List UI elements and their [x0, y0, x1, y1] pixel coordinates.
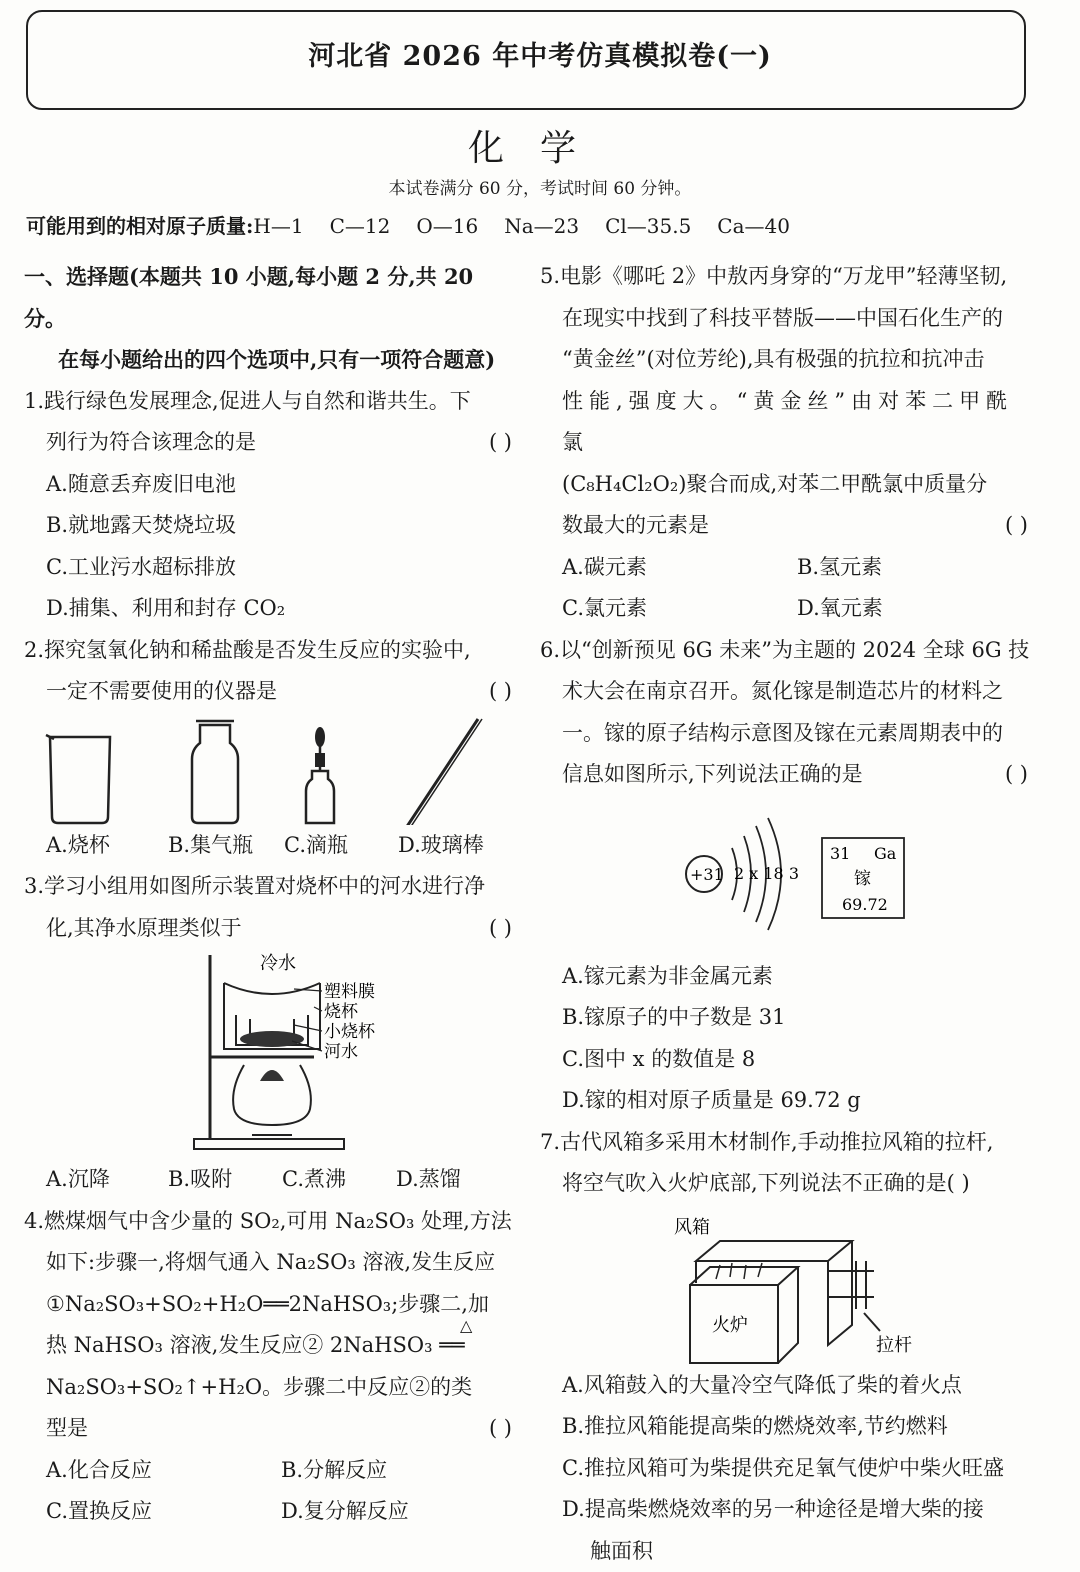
subject-title: 化学	[0, 120, 1080, 171]
mass-c: C—12	[330, 214, 391, 238]
q4-option-a: A.化合反应	[46, 1450, 281, 1492]
q4-options-row2	[24, 1491, 516, 1533]
q3-option-d: D.蒸馏	[396, 1159, 461, 1201]
mass-o: O—16	[416, 214, 478, 238]
q3-apparatus-figure	[24, 949, 516, 1159]
q4-option-d: D.复分解反应	[281, 1491, 516, 1533]
q3-option-a: A.沉降	[46, 1159, 168, 1201]
q3-option-b: B.吸附	[168, 1159, 282, 1201]
q2-option-a: A.烧杯	[46, 825, 168, 867]
q2-instruments-figure	[24, 713, 516, 825]
water-purification-apparatus	[24, 949, 516, 1159]
section-heading: 一、选择题(本题共 10 小题,每小题 2 分,共 20 分。	[24, 256, 516, 339]
q1-option-a: A.随意丢弃废旧电池	[24, 464, 516, 506]
label-cold-water: 冷水	[260, 953, 296, 974]
question-4-stem: 4.燃煤烟气中含少量的 SO₂,可用 Na₂SO₃ 处理,方法	[24, 1201, 516, 1243]
q6-option-c: C.图中 x 的数值是 8	[540, 1039, 1032, 1081]
cell-name: 镓	[854, 869, 871, 889]
question-6-stem-2: 术大会在南京召开。氮化镓是制造芯片的材料之	[540, 671, 1032, 713]
section-instruction: 在每小题给出的四个选项中,只有一项符合题意)	[24, 339, 516, 381]
mass-cl: Cl—35.5	[605, 214, 691, 238]
q3-options	[24, 1159, 516, 1201]
q2-option-b: B.集气瓶	[168, 825, 284, 867]
question-6-stem-4: 信息如图所示,下列说法正确的是 ( )	[540, 754, 1032, 796]
mass-ca: Ca—40	[717, 214, 790, 238]
q1-option-c: C.工业污水超标排放	[24, 547, 516, 589]
answer-bracket: ( )	[489, 1408, 512, 1450]
lab-instruments-illustration	[24, 713, 516, 825]
cell-symbol: Ga	[874, 844, 897, 863]
gallium-structure-illustration	[540, 796, 1032, 956]
question-5-stem-3: “黄金丝”(对位芳纶),具有极强的抗拉和抗冲击	[540, 339, 1032, 381]
bellows-furnace-illustration	[540, 1205, 1032, 1365]
q6-option-a: A.镓元素为非金属元素	[540, 956, 1032, 998]
q5-options-row1	[540, 547, 1032, 589]
q1-option-b: B.就地露天焚烧垃圾	[24, 505, 516, 547]
question-7-stem-2: 将空气吹入火炉底部,下列说法不正确的是( )	[540, 1163, 1032, 1205]
q5-options-row2	[540, 588, 1032, 630]
q4-option-b: B.分解反应	[281, 1450, 516, 1492]
left-column	[24, 256, 516, 1533]
question-5-stem-5: (C₈H₄Cl₂O₂)聚合而成,对苯二甲酰氯中质量分	[540, 464, 1032, 506]
question-6-stem: 6.以“创新预见 6G 未来”为主题的 2024 全球 6G 技	[540, 630, 1032, 672]
question-1-stem-2: 列行为符合该理念的是 ( )	[24, 422, 516, 464]
q7-option-b: B.推拉风箱能提高柴的燃烧效率,节约燃料	[540, 1406, 1032, 1448]
q5-option-c: C.氯元素	[562, 588, 797, 630]
nucleus-charge: +31	[690, 865, 724, 884]
question-6-stem-3: 一。镓的原子结构示意图及镓在元素周期表中的	[540, 713, 1032, 755]
q2-option-d: D.玻璃棒	[398, 825, 484, 867]
exam-title: 河北省 2026 年中考仿真模拟卷(一)	[0, 34, 1080, 73]
mass-h: H—1	[253, 214, 303, 238]
q3-option-c: C.煮沸	[282, 1159, 396, 1201]
cell-atomic-number: 31	[830, 844, 850, 863]
question-4-stem-4: 热 NaHSO₃ 溶液,发生反应② 2NaHSO₃ ══ △	[24, 1325, 516, 1367]
electron-shells: 2 x 18 3	[734, 864, 799, 883]
question-4-stem-5: Na₂SO₃+SO₂↑+H₂O。步骤二中反应②的类	[24, 1367, 516, 1409]
q7-bellows-figure	[540, 1205, 1032, 1365]
mass-na: Na—23	[504, 214, 579, 238]
exam-note: 本试卷满分 60 分，考试时间 60 分钟。	[0, 174, 1080, 199]
dropper-bottle-icon	[306, 771, 334, 823]
masses-label: 可能用到的相对原子质量:	[26, 214, 253, 238]
q5-option-a: A.碳元素	[562, 547, 797, 589]
question-3-stem: 3.学习小组用如图所示装置对烧杯中的河水进行净	[24, 866, 516, 908]
question-1-stem: 1.践行绿色发展理念,促进人与自然和谐共生。下	[24, 381, 516, 423]
answer-bracket: ( )	[489, 671, 512, 713]
question-5-stem-6: 数最大的元素是 ( )	[540, 505, 1032, 547]
q5-option-d: D.氧元素	[797, 588, 1032, 630]
gas-bottle-icon	[192, 725, 238, 823]
q6-gallium-figure	[540, 796, 1032, 956]
question-4-stem-6: 型是 ( )	[24, 1408, 516, 1450]
cell-mass: 69.72	[842, 895, 888, 914]
question-5-stem: 5.电影《哪吒 2》中敖丙身穿的“万龙甲”轻薄坚韧,	[540, 256, 1032, 298]
label-furnace: 火炉	[712, 1315, 748, 1336]
question-5-stem-2: 在现实中找到了科技平替版——中国石化生产的	[540, 298, 1032, 340]
q1-option-d: D.捕集、利用和封存 CO₂	[24, 588, 516, 630]
question-2-stem-2: 一定不需要使用的仪器是 ( )	[24, 671, 516, 713]
atomic-masses	[26, 210, 816, 239]
answer-bracket: ( )	[1005, 505, 1028, 547]
label-small-beaker: 小烧杯	[324, 1022, 376, 1042]
label-rod: 拉杆	[876, 1335, 912, 1356]
question-2-stem: 2.探究氢氧化钠和稀盐酸是否发生反应的实验中,	[24, 630, 516, 672]
q6-option-b: B.镓原子的中子数是 31	[540, 997, 1032, 1039]
label-beaker: 烧杯	[324, 1002, 359, 1022]
q5-option-b: B.氢元素	[797, 547, 1032, 589]
question-7-stem: 7.古代风箱多采用木材制作,手动推拉风箱的拉杆,	[540, 1122, 1032, 1164]
question-3-stem-2: 化,其净水原理类似于 ( )	[24, 908, 516, 950]
beaker-icon	[50, 737, 110, 823]
q7-option-d-cont: 触面积	[540, 1531, 1032, 1572]
answer-bracket: ( )	[1005, 754, 1028, 796]
heat-symbol: △	[460, 1305, 472, 1347]
q4-option-c: C.置换反应	[46, 1491, 281, 1533]
answer-bracket: ( )	[489, 908, 512, 950]
q4-options-row1	[24, 1450, 516, 1492]
q7-option-d: D.提高柴燃烧效率的另一种途径是增大柴的接	[540, 1489, 1032, 1531]
q6-option-d: D.镓的相对原子质量是 69.72 g	[540, 1080, 1032, 1122]
question-5-stem-4: 性能,强度大。“黄金丝”由对苯二甲酰氯	[540, 381, 1032, 464]
q2-option-c: C.滴瓶	[284, 825, 398, 867]
answer-bracket: ( )	[489, 422, 512, 464]
question-4-stem-3: ①Na₂SO₃+SO₂+H₂O══2NaHSO₃;步骤二,加	[24, 1284, 516, 1326]
q2-options	[24, 825, 516, 867]
question-4-stem-2: 如下:步骤一,将烟气通入 Na₂SO₃ 溶液,发生反应	[24, 1242, 516, 1284]
label-bellows: 风箱	[674, 1217, 710, 1238]
right-column	[540, 256, 1032, 1572]
label-river-water: 河水	[324, 1042, 358, 1062]
q7-option-a: A.风箱鼓入的大量冷空气降低了柴的着火点	[540, 1365, 1032, 1407]
q7-option-c: C.推拉风箱可为柴提供充足氧气使炉中柴火旺盛	[540, 1448, 1032, 1490]
label-plastic-film: 塑料膜	[324, 982, 375, 1002]
